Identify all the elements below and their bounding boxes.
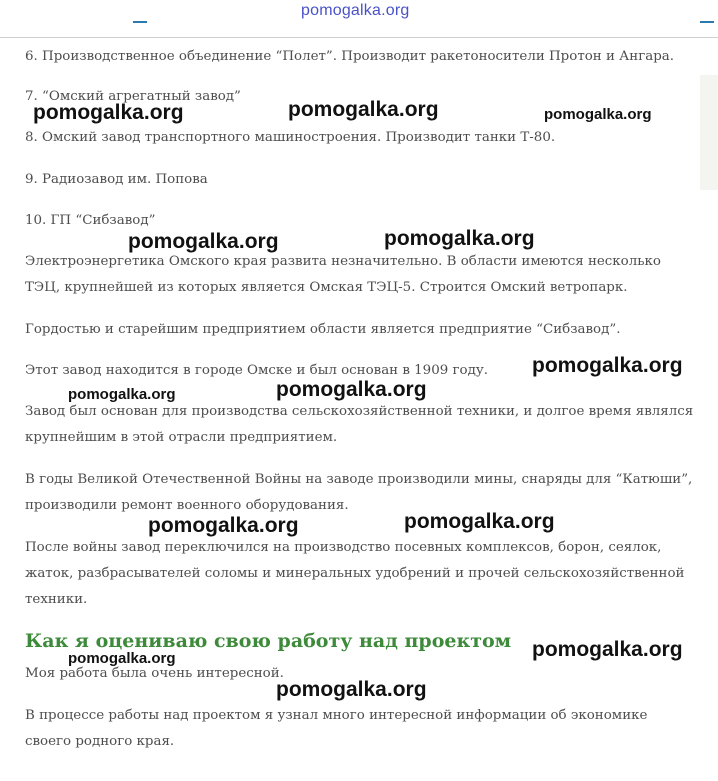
watermark: pomogalka.org (532, 354, 683, 377)
watermark: pomogalka.org (544, 106, 652, 123)
watermark: pomogalka.org (532, 638, 683, 661)
menu-indicator-right[interactable] (700, 21, 714, 23)
paragraph: Моя работа была очень интересной. (25, 666, 284, 681)
site-logo[interactable]: pomogalka.org (301, 2, 410, 19)
paragraph: Этот завод находится в городе Омске и был основан в 1909 году. (25, 363, 488, 378)
watermark: pomogalka.org (276, 378, 427, 401)
list-item: 9. Радиозавод им. Попова (25, 172, 208, 187)
paragraph: В процессе работы над проектом я узнал много интересной информации об экономике своего родного края. (25, 708, 648, 749)
watermark: pomogalka.org (404, 510, 555, 533)
watermark: pomogalka.org (384, 227, 535, 250)
paragraph: Электроэнергетика Омского края развита незначительно. В области имеются несколько ТЭЦ, крупнейшей из которых является Омская ТЭЦ-5. Строится Омский ветропарк. (25, 254, 661, 295)
paragraph: Завод был основан для производства сельскохозяйственной техники, и долгое время являлся крупнейшим в этой отрасли предприятием. (25, 404, 694, 445)
watermark: pomogalka.org (68, 650, 176, 667)
section-heading: Как я оцениваю свою работу над проектом (25, 630, 512, 652)
watermark: pomogalka.org (288, 98, 439, 121)
list-item: 10. ГП “Сибзавод” (25, 213, 156, 228)
paragraph: В годы Великой Отечественной Войны на заводе производили мины, снаряды для “Катюши”, производили ремонт военного оборудования. (25, 472, 693, 513)
watermark: pomogalka.org (33, 101, 184, 124)
watermark: pomogalka.org (128, 230, 279, 253)
top-bar (0, 0, 718, 38)
watermark: pomogalka.org (68, 386, 176, 403)
list-item: 6. Производственное объединение “Полет”. Производит ракетоносители Протон и Ангара. (25, 49, 675, 64)
paragraph: Гордостью и старейшим предприятием области является предприятие “Сибзавод”. (25, 322, 621, 337)
paragraph: После войны завод переключился на производство посевных комплексов, борон, сеялок, жаток, разбрасывателей соломы и минеральных удобрений и прочей сельскохозяйственной техники. (25, 540, 685, 607)
list-item: 8. Омский завод транспортного машиностроения. Производит танки Т-80. (25, 130, 556, 145)
menu-indicator-left[interactable] (133, 21, 147, 23)
list-item: 7. “Омский агрегатный завод” (25, 89, 241, 104)
sidebar-edge (700, 75, 718, 190)
watermark: pomogalka.org (276, 678, 427, 701)
watermark: pomogalka.org (148, 514, 299, 537)
